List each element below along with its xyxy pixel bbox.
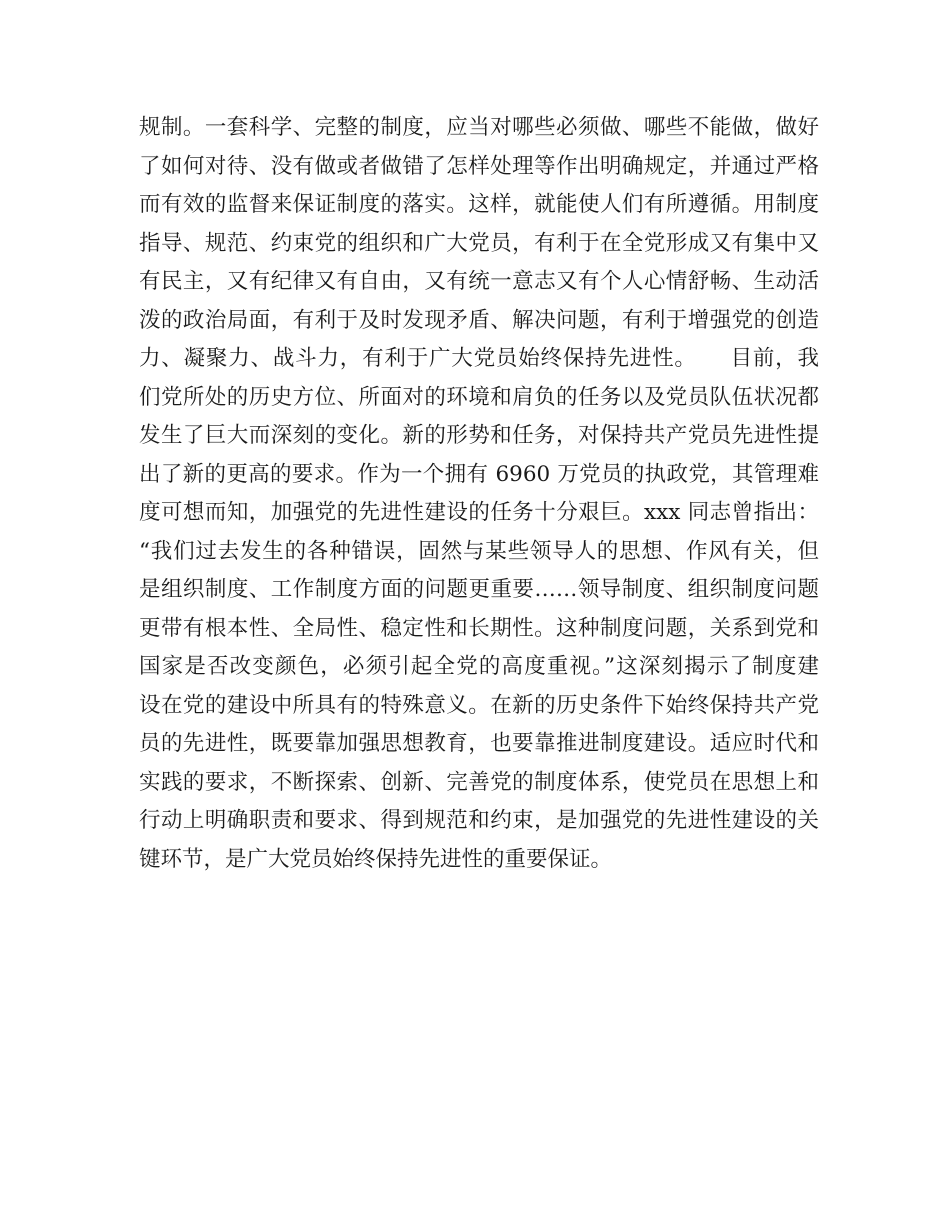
text-line: 设在党的建设中所具有的特殊意义。在新的历史条件下始终保持共产党 [139,692,819,718]
text-line: 更带有根本性、全局性、稳定性和长期性。这种制度问题，关系到党和 [139,615,819,641]
text-line: 国家是否改变颜色，必须引起全党的高度重视。”这深刻揭示了制度建 [139,654,819,679]
text-line: 指导、规范、约束党的组织和广大党员，有利于在全党形成又有集中又 [139,230,819,256]
text-line: 泼的政治局面，有利于及时发现矛盾、解决问题，有利于增强党的创造 [139,307,819,333]
text-line: 行动上明确职责和要求、得到规范和约束，是加强党的先进性建设的关 [139,808,819,833]
body-paragraph [139,109,819,879]
text-line: 发生了巨大而深刻的变化。新的形势和任务，对保持共产党员先进性提 [139,423,819,448]
text-line: 员的先进性，既要靠加强思想教育，也要靠推进制度建设。适应时代和 [139,731,819,756]
text-line: “我们过去发生的各种错误，固然与某些领导人的思想、作风有关，但 [139,538,819,564]
text-line: 们党所处的历史方位、所面对的环境和肩负的任务以及党员队伍状况都 [139,384,819,410]
text-line: 实践的要求，不断探索、创新、完善党的制度体系，使党员在思想上和 [139,769,819,795]
text-line: 是组织制度、工作制度方面的问题更重要……领导制度、组织制度问题 [139,577,819,602]
text-line: 度可想而知，加强党的先进性建设的任务十分艰巨。xxx 同志曾指出： [139,500,819,525]
text-line: 规制。一套科学、完整的制度，应当对哪些必须做、哪些不能做，做好 [139,115,819,140]
text-line: 而有效的监督来保证制度的落实。这样，就能使人们有所遵循。用制度 [139,192,819,217]
text-line: 了如何对待、没有做或者做错了怎样处理等作出明确规定，并通过严格 [139,153,819,179]
text-line: 有民主，又有纪律又有自由，又有统一意志又有个人心情舒畅、生动活 [139,269,819,294]
text-line: 力、凝聚力、战斗力，有利于广大党员始终保持先进性。 目前，我 [139,346,819,371]
text-line: 出了新的更高的要求。作为一个拥有 6960 万党员的执政党，其管理难 [139,461,819,487]
text-line: 键环节，是广大党员始终保持先进性的重要保证。 [139,846,613,872]
